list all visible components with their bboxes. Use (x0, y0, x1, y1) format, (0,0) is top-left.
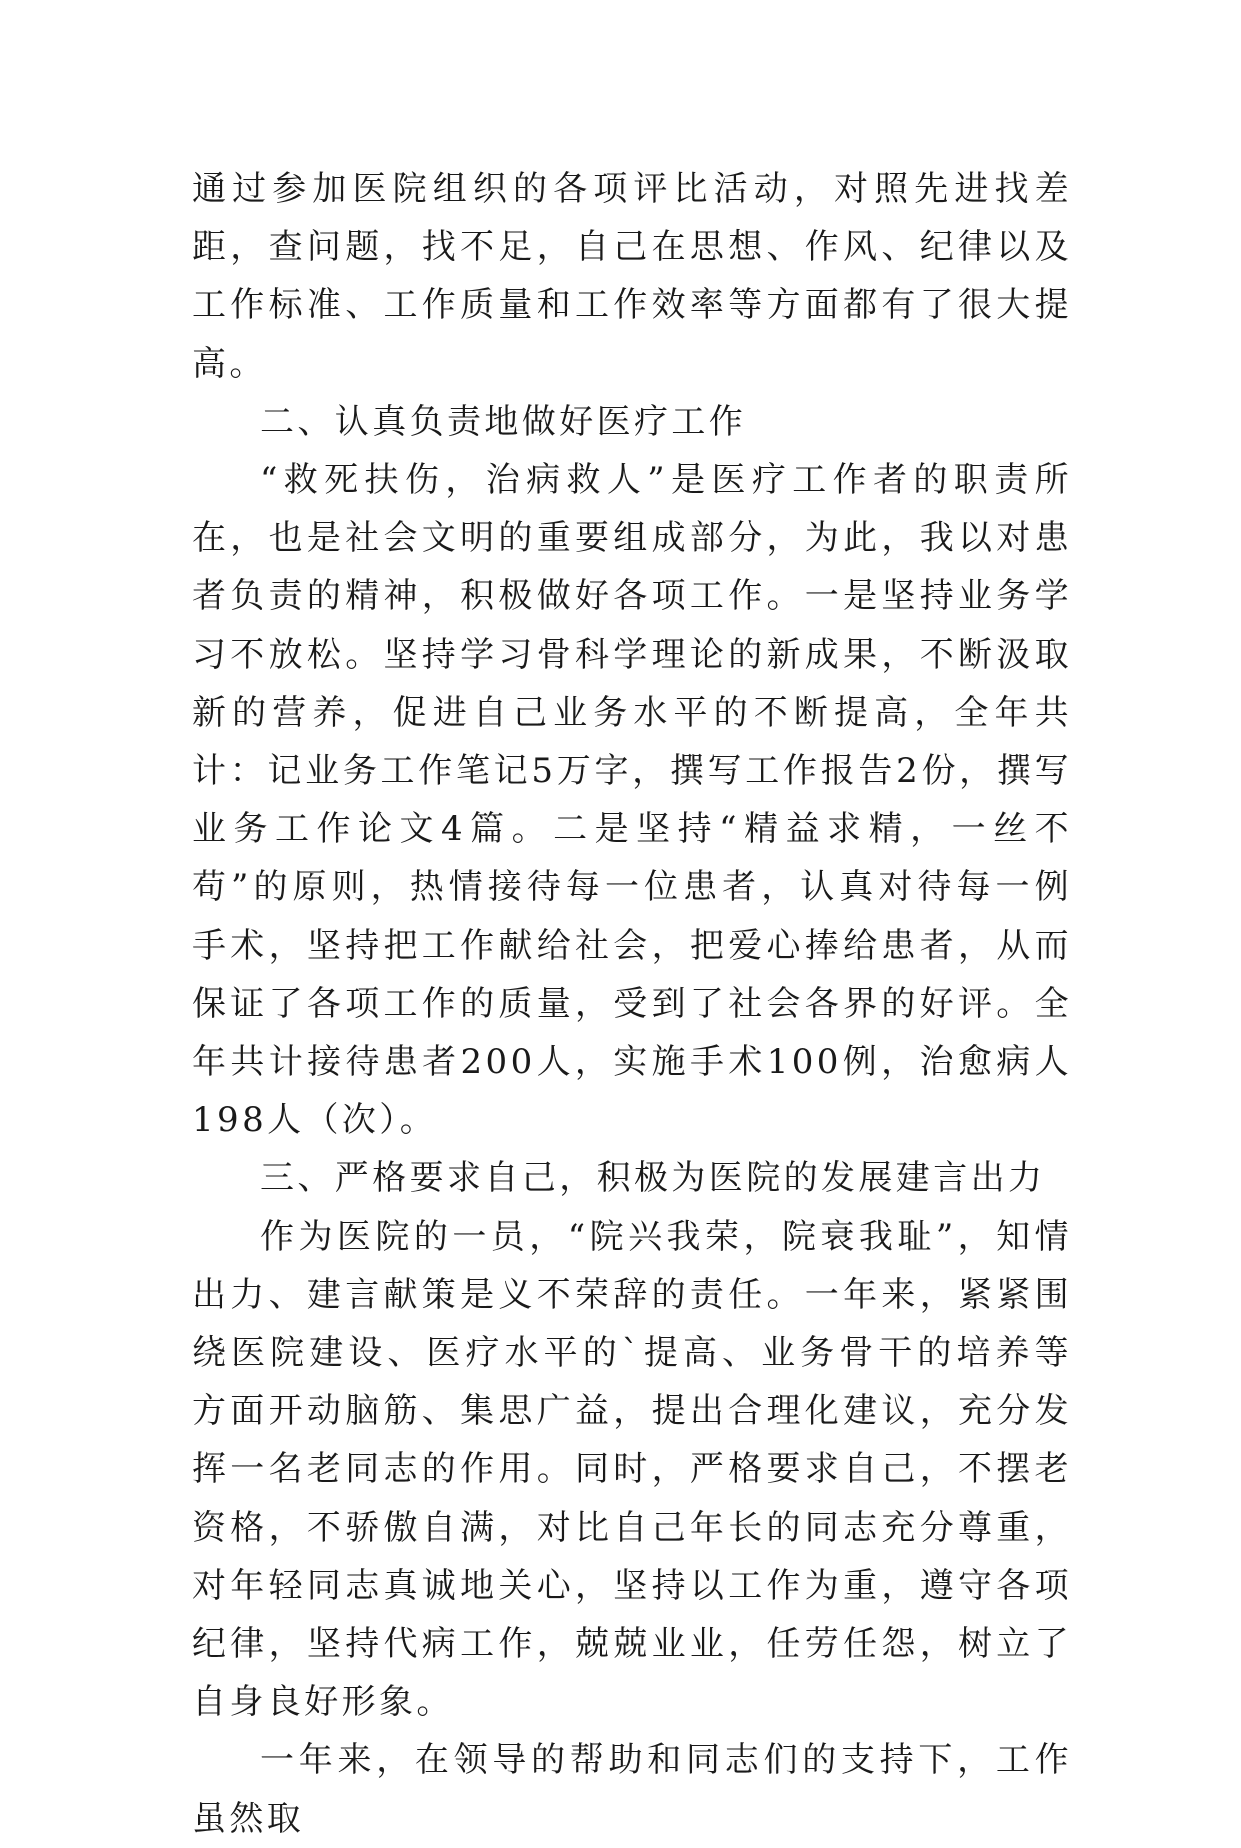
document-body (192, 160, 1072, 1848)
section-heading-self-discipline: 三、严格要求自己，积极为医院的发展建言出力 (260, 1158, 1046, 1199)
paragraph-intro-continuation: 通过参加医院组织的各项评比活动，对照先进找差距，查问题，找不足，自己在思想、作风、纪律以及工作标准、工作质量和工作效率等方面都有了很大提高。 (192, 169, 1072, 384)
section-heading-medical-work: 二、认真负责地做好医疗工作 (260, 401, 747, 442)
paragraph-conclusion-start: 一年来，在领导的帮助和同志们的支持下，工作虽然取 (192, 1740, 1072, 1839)
paragraph-self-discipline: 作为医院的一员，“院兴我荣，院衰我耻”，知情出力、建言献策是义不荣辞的责任。一年来，紧紧围绕医院建设、医疗水平的`提高、业务骨干的培养等方面开动脑筋、集思广益，提出合理化建议，充分发挥一名老同志的作用。同时，严格要求自己，不摆老资格，不骄傲自满，对比自己年长的同志充分尊重，对年轻同志真诚地关心，坚持以工作为重，遵守各项纪律，坚持代病工作，兢兢业业，任劳任怨，树立了自身良好形象。 (192, 1216, 1072, 1723)
paragraph-medical-work: “救死扶伤，治病救人”是医疗工作者的职责所在，也是社会文明的重要组成部分，为此，我以对患者负责的精神，积极做好各项工作。一是坚持业务学习不放松。坚持学习骨科学理论的新成果，不断汲取新的营养，促进自己业务水平的不断提高，全年共计：记业务工作笔记5万字，撰写工作报告2份，撰写业务工作论文4篇。二是坚持“精益求精，一丝不苟”的原则，热情接待每一位患者，认真对待每一例手术，坚持把工作献给社会，把爱心捧给患者，从而保证了各项工作的质量，受到了社会各界的好评。全年共计接待患者200人，实施手术100例，治愈病人198人（次）。 (192, 460, 1072, 1141)
